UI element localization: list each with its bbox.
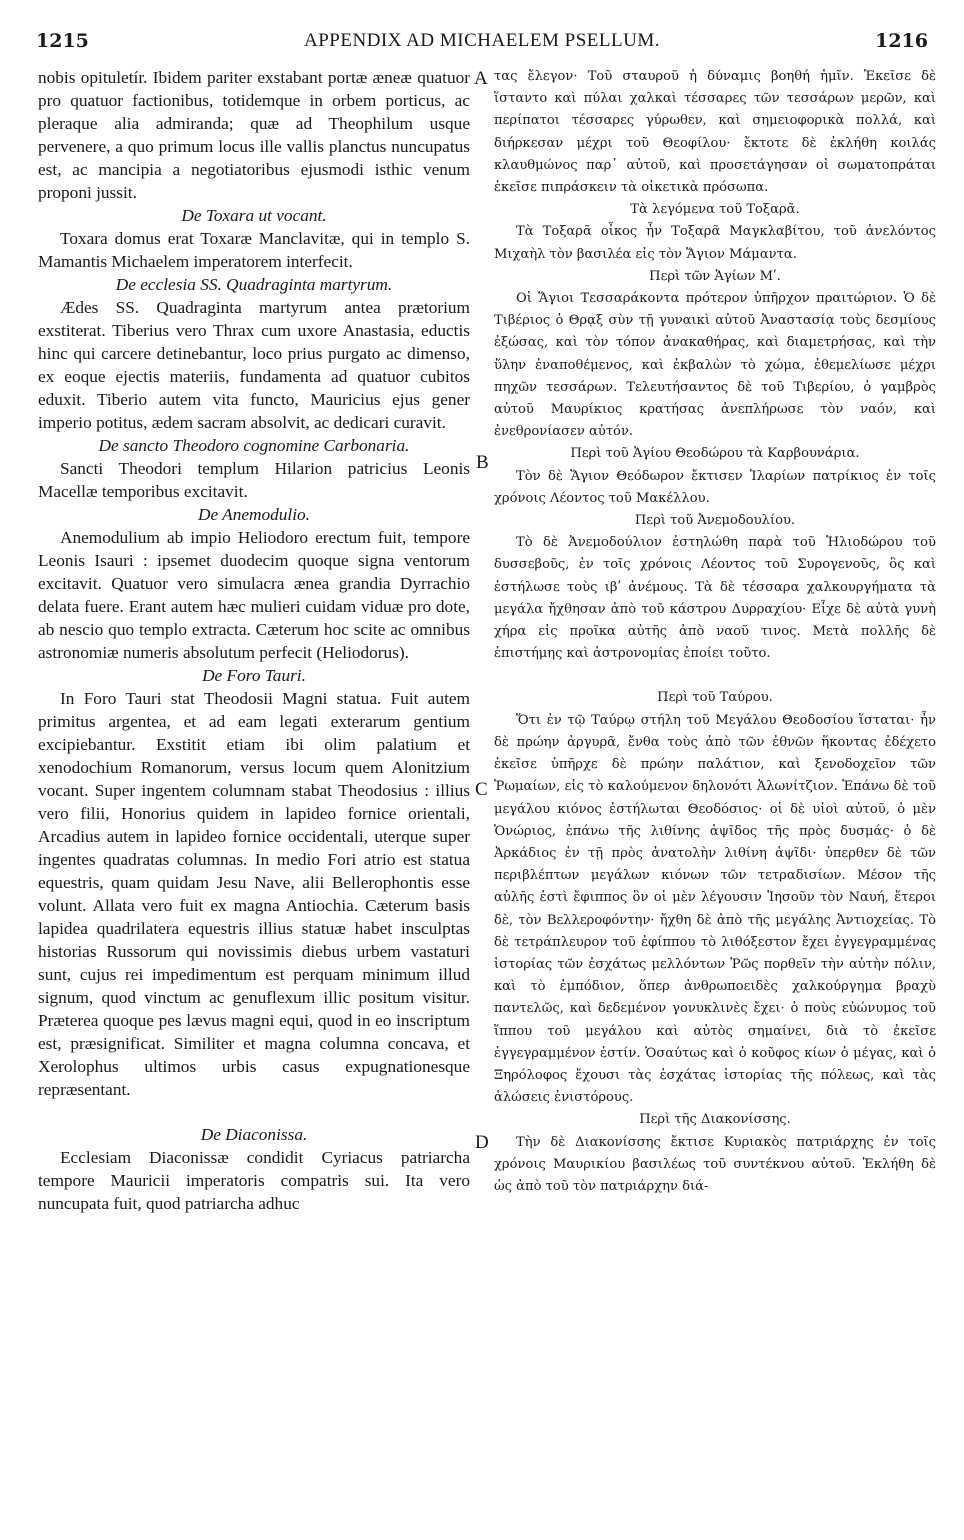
latin-section-heading: De Toxara ut vocant. bbox=[181, 206, 327, 225]
latin-paragraph: In Foro Tauri stat Theodosii Magni statua. Fuit autem primitus argentea, et ad eam legati exterarum gentium excipiebantur. Exstitit etiam ibi olim palatium et xenodochium Romanorum, versus locum quem Alonitzium vocant. Super ingentem columnam stabat Theodosius : illius vero filii, Honorius quidem in lapideo fornice orientali, Arcadius autem in lapideo fornice occidentali, uterque super ingentes quadratas columnas. In medio Fori atrio est statua equestris, quam quidam Jesu Nave, alii Bellerophontis esse volunt. Allata vero fuit ex magna Antiochia. Cæterum basis lapidea quadrilatera equestris illius statuæ habet insculptas historias Russorum qui novissimis diebus urbem vastaturi sunt, cujus rei impedimentum est perquam minimum illud signum, quod vinctum ac genuflexum illic positum visitur. Præterea quoque pes lævus magni equi, quod in eo inscriptum est, præsignificat. Similiter et magna columna concava, et Xerolophus ultimos urbis casus expugnationesque repræsentant. bbox=[38, 689, 470, 1099]
greek-paragraph: Οἱ Ἅγιοι Τεσσαράκοντα πρότερον ὑπῆρχον πραιτώριον. Ὁ δὲ Τιβέριος ὁ Θρᾳξ σὺν τῇ γυναικὶ αὐτοῦ Ἀναστασίᾳ τοὺς δεσμίους ἐξώσας, καὶ τὸν τόπον ἀνακαθήρας, καὶ διαμετρήσας, καὶ τὴν ὕλην ἐναποθέμενος, καὶ ἐκβαλὼν τὸ χώμα, ἐθεμελίωσε μέχρι πηχῶν τεσσάρων. Τελευτήσαντος δὲ τοῦ Τιβερίου, ὁ γαμβρὸς αὐτοῦ Μαυρίκιος κρατήσας ἀνεπλήρωσε τὸν ναόν, καὶ ἐνεθρονίασεν αὐτόν. bbox=[494, 291, 936, 440]
running-title: APPENDIX AD MICHAELEM PSELLUM. bbox=[304, 30, 660, 51]
greek-section-heading: Περὶ τοῦ Ἀνεμοδουλίου. bbox=[634, 513, 796, 529]
latin-section-heading: De Diaconissa. bbox=[200, 1125, 308, 1144]
latin-section-heading: De Foro Tauri. bbox=[202, 666, 306, 685]
latin-paragraph: Ædes SS. Quadraginta martyrum antea prætorium exstiterat. Tiberius vero Thrax cum uxore Anastasia, eductis hinc qui carcere detinebantur, loco prius purgato ac dimenso, ex eoque ejectis materiis, fundamenta ad quatuor cubitos eduxit. Tiberio autem vita functo, Mauricius ejus gener imperio potitus, ædem sacram absolvit, ac dedicari curavit. bbox=[38, 298, 470, 432]
margin-marker-a: A bbox=[474, 68, 488, 89]
latin-section-heading: De sancto Theodoro cognomine Carbonaria. bbox=[98, 436, 410, 455]
latin-paragraph: Anemodulium ab impio Heliodoro erectum fuit, tempore Leonis Isauri : ipsemet duodecim quoque signa ventorum excitavit. Quatuor vero simulacra ænea grandia Dyrrachio delata fuere. Erant autem hæc mulieri cuidam viduæ pro dote, ab nescio quo templo extracta. Cæterum hoc scite ac omnibus astronomiæ numeris absolutum perfecit (Heliodorus). bbox=[38, 528, 470, 662]
page-header bbox=[30, 30, 934, 60]
greek-section-heading: Περὶ τῶν Ἁγίων Μʹ. bbox=[649, 268, 781, 284]
greek-section-heading: Περὶ τοῦ Ταύρου. bbox=[657, 690, 773, 706]
greek-section-heading: Περὶ τοῦ Ἁγίου Θεοδώρου τὰ Καρβουνάρια. bbox=[570, 446, 860, 462]
greek-section-heading: Τὰ λεγόμενα τοῦ Τοξαρᾶ. bbox=[630, 202, 800, 218]
margin-marker-d: D bbox=[475, 1132, 489, 1153]
latin-paragraph: Toxara domus erat Toxaræ Manclavitæ, qui in templo S. Mamantis Michaelem imperatorem interfecit. bbox=[38, 229, 470, 271]
latin-section-heading: De ecclesia SS. Quadraginta martyrum. bbox=[115, 275, 393, 294]
greek-paragraph: Τὸν δὲ Ἅγιον Θεόδωρον ἔκτισεν Ἱλαρίων πατρίκιος ἐν τοῖς χρόνοις Λέοντος τοῦ Μακέλλου. bbox=[494, 468, 936, 506]
greek-paragraph: Τὰ Τοξαρᾶ οἶκος ἦν Τοξαρᾶ Μαγκλαβίτου, τοῦ ἀνελόντος Μιχαὴλ τὸν βασιλέα εἰς τὸν Ἅγιον Μάμαντα. bbox=[494, 224, 936, 262]
margin-marker-c: C bbox=[475, 779, 488, 800]
page-number-left: 1215 bbox=[36, 30, 89, 52]
latin-column bbox=[38, 66, 470, 1215]
greek-paragraph: Τὴν δὲ Διακονίσσης ἔκτισε Κυριακὸς πατριάρχης ἐν τοῖς χρόνοις Μαυρικίου βασιλέως τοῦ συντέκνου αὐτοῦ. Ἐκλήθη δὲ ὡς ἀπὸ τοῦ τὸν πατριάρχην διά- bbox=[494, 1134, 936, 1194]
latin-paragraph: Sancti Theodori templum Hilarion patricius Leonis Macellæ temporibus excitavit. bbox=[38, 459, 470, 501]
latin-section-heading: De Anemodulio. bbox=[198, 505, 310, 524]
greek-column bbox=[494, 66, 936, 1198]
greek-paragraph: Ὅτι ἐν τῷ Ταύρῳ στήλη τοῦ Μεγάλου Θεοδοσίου ἵσταται· ἦν δὲ πρώην ἀργυρᾶ, ἔνθα τοὺς ἀπὸ τῶν ἐθνῶν ἥκοντας ἐδέχετο ἐκεῖσε ὑπῆρχε δὲ πρώην παλάτιον, καὶ ξενοδοχεῖον τῶν Ῥωμαίων, εἰς τὸ καλούμενον δηλονότι Ἀλωνίτζιον. Ἐπάνω δὲ τοῦ μεγάλου κιόνος ἐστήλωται Θεοδόσιος· οἱ δὲ υἱοὶ αὐτοῦ, ὁ μὲν Ὁνώριος, ἐπάνω τῆς λιθίνης ἁψῖδος τῆς πρὸς δυσμάς· ὁ δὲ Ἀρκάδιος ἐν τῇ πρὸς ἀνατολὴν λιθίνη ἁψῖδι· ὑπερθεν δὲ τῶν περιβλέπτων μεγάλων κιόνων τῶν τετραδισίων. Μέσον τῆς αὐλῆς ἐστὶ ἔφιππος ὃν οἱ μὲν λέγουσιν Ἰησοῦν τὸν Ναυή, ἕτεροι δὲ, τὸν Βελλεροφόντην· ἤχθη δὲ ἀπὸ τῆς μεγάλης Ἀντιοχείας. Τὸ δὲ τετράπλευρον τοῦ ἐφίππου τὸ λιθόξεστον ἔχει ἐγγεγραμμένας ἱστορίας τῶν ἐσχάτως μελλόντων Ῥῶς πορθεῖν τὴν αὐτὴν πόλιν, καὶ τὸ ἐμπόδιον, ὅπερ ἀνθρωποειδὲς χαλκούργημα βραχὺ παντελῶς, καὶ δεδεμένον γονυκλινὲς ἔχει· ὁ ποὺς εὐώνυμος τοῦ ἵππου τοῦ μεγάλου καὶ αὐτὸς σημαίνει, διὰ τὸ ἐκεῖσε ἐγγεγραμμένον ἐστίν. Ὁσαύτως καὶ ὁ κοῦφος κίων ὁ μέγας, καὶ ὁ Ξηρόλοφος ἔχουσι τὰς ἐσχάτας ἱστορίας τῆς πόλεως, καὶ τὰς ἁλώσεις ἐνιστόρους. bbox=[494, 712, 936, 1106]
greek-paragraph: τας ἔλεγον· Τοῦ σταυροῦ ἡ δύναμις βοηθή ἡμῖν. Ἐκεῖσε δὲ ἵσταντο καὶ πύλαι χαλκαὶ τέσσαρες τῶν τεσσάρων μερῶν, καὶ περίπατοι τέσσαρες γύρωθεν, καὶ σημειοφορικὰ πολλά, καὶ διήρκεσαν μέχρι τοῦ Θεοφίλου· ἔκτοτε δὲ ἐκλήθη κοιλάς κλαυθμώνος παρ᾽ αὐτοῦ, καὶ προσετάγησαν οἱ σωματοπράται ἐκεῖσε πιπράσκειν τὰ οἰκετικὰ πρόσωπα. bbox=[494, 69, 936, 196]
latin-paragraph: nobis opituletír. Ibidem pariter exstabant portæ æneæ quatuor pro quatuor factionibus, totidemque in orbem porticus, ac pleraque alia admiranda; quæ ad Theophilum usque pervenere, a quo primum locus ille vallis planctus nuncupatus est, ac mancipia a negotiatoribus ejusmodi isthic venum proponi jussit. bbox=[38, 68, 470, 202]
page-number-right: 1216 bbox=[875, 30, 928, 52]
latin-paragraph: Ecclesiam Diaconissæ condidit Cyriacus patriarcha tempore Mauricii imperatoris compatris sui. Ita vero nuncupata fuit, quod patriarcha adhuc bbox=[38, 1148, 470, 1213]
greek-paragraph: Τὸ δὲ Ἀνεμοδούλιον ἐστηλώθη παρὰ τοῦ Ἡλιοδώρου τοῦ δυσσεβοῦς, ἐν τοῖς χρόνοις Λέοντος τοῦ Συρογενοῦς, ὃς καὶ ἐστήλωσε τοὺς ιβʹ ἀνέμους. Τὰ δὲ τέσσαρα χαλκουργήματα τὰ μεγάλα ἤχθησαν ἀπὸ τοῦ κάστρου Δυρραχίου· Εἶχε δὲ αὐτὰ γυνὴ χήρα εἰς προῖκα αὐτῆς ἀπὸ ναοῦ τινος. Μετὰ πολλῆς δὲ ἐπιστήμης καὶ ἀστρονομίας ἐποίει τοῦτο. bbox=[494, 535, 936, 662]
margin-marker-b: B bbox=[476, 452, 489, 473]
greek-section-heading: Περὶ τῆς Διακονίσσης. bbox=[639, 1112, 791, 1128]
